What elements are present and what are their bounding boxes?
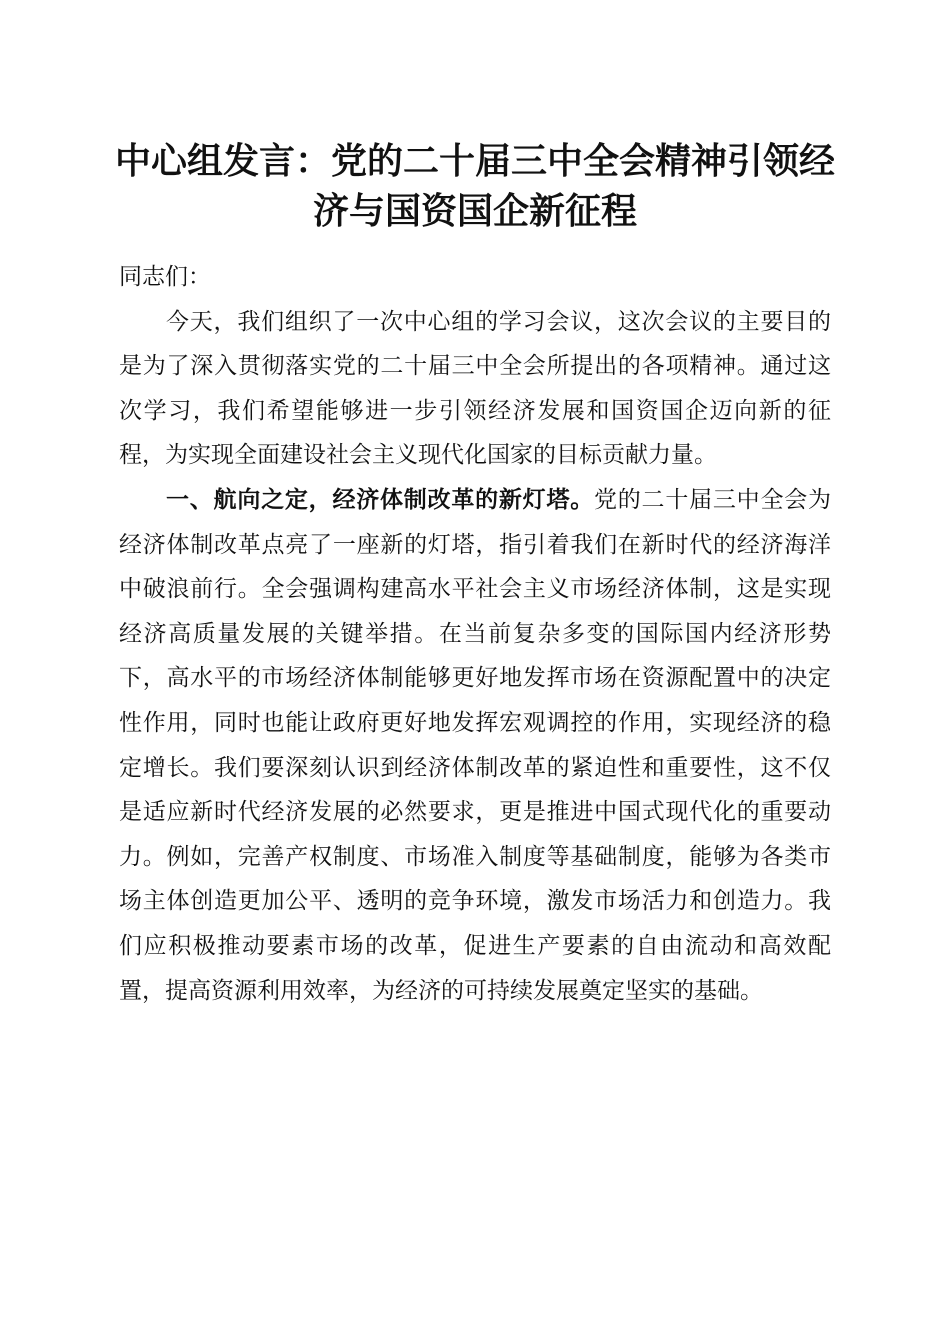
intro-paragraph: 今天，我们组织了一次中心组的学习会议，这次会议的主要目的是为了深入贯彻落实党的二十届三中全会所提出的各项精神。通过这次学习，我们希望能够进一步引领经济发展和国资国企迈向新的征程，为实现全面建设社会主义现代化国家的目标贡献力量。 xyxy=(119,308,831,469)
section-1-body: 党的二十届三中全会为经济体制改革点亮了一座新的灯塔，指引着我们在新时代的经济海洋中破浪前行。全会强调构建高水平社会主义市场经济体制，这是实现经济高质量发展的关键举措。在当前复杂多变的国际国内经济形势下，高水平的市场经济体制能够更好地发挥市场在资源配置中的决定性作用，同时也能让政府更好地发挥宏观调控的作用，实现经济的稳定增长。我们要深刻认识到经济体制改革的紧迫性和重要性，这不仅是适应新时代经济发展的必然要求，更是推进中国式现代化的重要动力。例如，完善产权制度、市场准入制度等基础制度，能够为各类市场主体创造更加公平、透明的竞争环境，激发市场活力和创造力。我们应积极推动要素市场的改革，促进生产要素的自由流动和高效配置，提高资源利用效率，为经济的可持续发展奠定坚实的基础。 xyxy=(119,486,832,1004)
section-1-paragraph xyxy=(119,478,831,1013)
document-body xyxy=(119,255,831,1013)
document-title xyxy=(100,136,850,236)
greeting: 同志们： xyxy=(119,264,211,290)
section-1-heading: 一、航向之定，经济体制改革的新灯塔。 xyxy=(166,486,594,513)
title-line-1: 中心组发言：党的二十届三中全会精神引领经 xyxy=(114,140,835,182)
title-line-2: 济与国资国企新征程 xyxy=(312,190,637,232)
